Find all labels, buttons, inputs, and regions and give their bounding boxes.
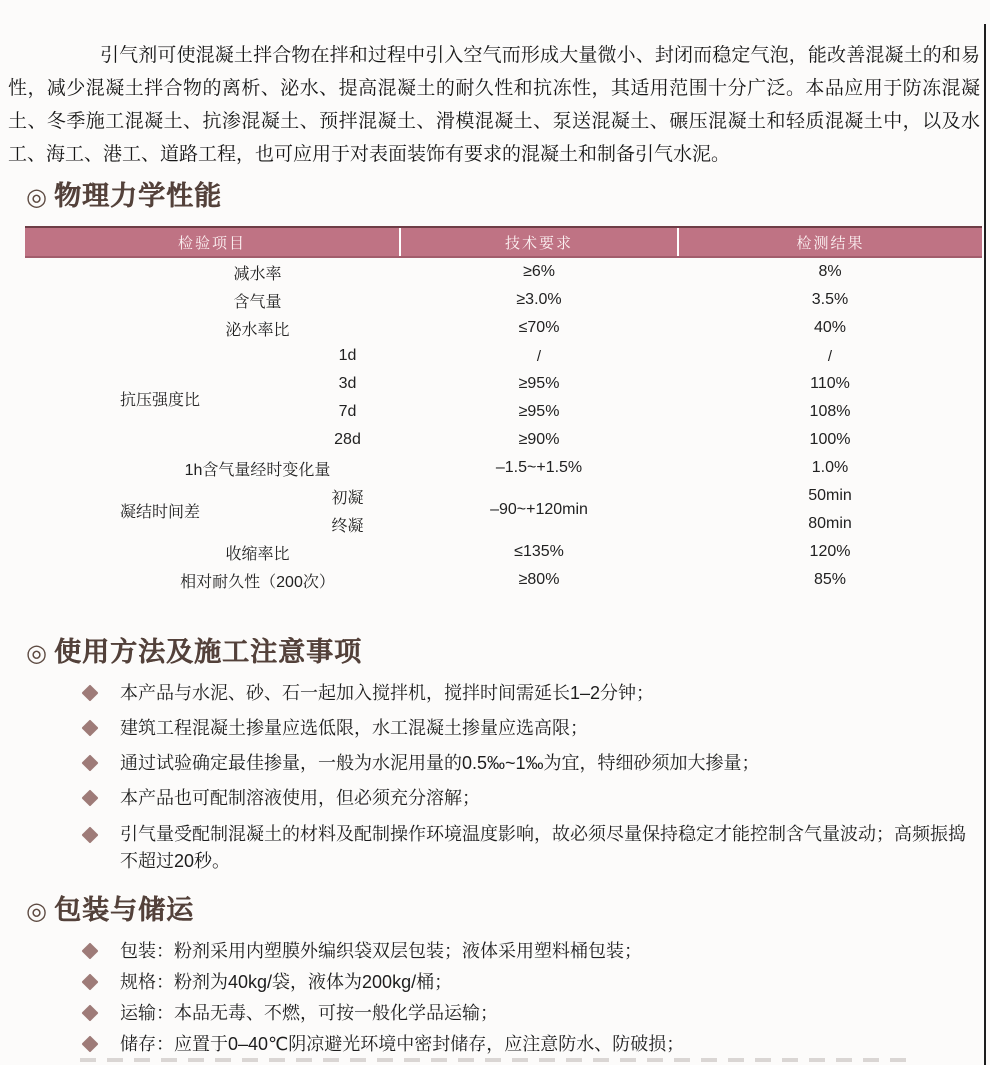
cell-requirement: ≥3.0% — [516, 291, 562, 308]
diamond-bullet-icon — [82, 1005, 99, 1022]
cell-result: 1.0% — [811, 459, 849, 476]
section-heading-usage — [26, 630, 362, 669]
list-item-text: 本产品与水泥、砂、石一起加入搅拌机，搅拌时间需延长1–2分钟； — [120, 683, 655, 703]
col-header-result: 检测结果 — [678, 227, 982, 257]
table-row — [25, 454, 982, 482]
spec-table — [25, 226, 982, 594]
cell-result: 40% — [814, 319, 847, 336]
table-row — [25, 257, 982, 286]
intro-paragraph: 引气剂可使混凝土拌合物在拌和过程中引入空气而形成大量微小、封闭而稳定气泡，能改善混凝土的和易性，减少混凝土拌合物的离析、泌水、提高混凝土的耐久性和抗冻性，其适用范围十分广泛。本品应用于防冻混凝土、冬季施工混凝土、抗渗混凝土、预拌混凝土、滑模混凝土、泵送混凝土、碾压混凝土和轻质混凝土中，以及水工、海工、港工、道路工程，也可应用于对表面装饰有要求的混凝土和制备引气水泥。 — [8, 45, 980, 165]
table-row — [25, 314, 982, 342]
list-item — [82, 998, 970, 1029]
cell-group-label: 凝结时间差 — [119, 503, 200, 521]
diamond-bullet-icon — [82, 685, 99, 702]
cell-requirement: –1.5~+1.5% — [495, 459, 583, 476]
list-item — [82, 816, 970, 875]
section-heading-physical — [26, 174, 222, 213]
cell-requirement: ≥90% — [518, 431, 560, 448]
bullseye-icon: ◎ — [26, 898, 48, 925]
cell-age: 7d — [338, 403, 357, 420]
list-item — [82, 967, 970, 998]
list-item — [82, 1029, 970, 1060]
cell-requirement: ≤135% — [514, 543, 564, 560]
list-item — [82, 936, 970, 967]
cell-result: 120% — [809, 543, 851, 560]
cell-requirement: –90~+120min — [490, 501, 588, 518]
list-item-text: 本产品也可配制溶液使用，但必须充分溶解； — [120, 788, 480, 808]
cell-group-label: 抗压强度比 — [119, 391, 200, 409]
cell-result: 50min — [808, 487, 852, 504]
cell-requirement: ≤70% — [518, 319, 560, 336]
list-item — [82, 746, 970, 781]
section-title: 物理力学性能 — [53, 181, 222, 211]
cell-requirement: ≥95% — [518, 375, 560, 392]
page-edge-scan-line — [984, 24, 986, 1065]
cell-result: 100% — [809, 431, 851, 448]
packaging-bullet-list — [82, 936, 970, 1060]
cell-requirement: ≥6% — [523, 263, 555, 280]
cell-result: / — [827, 347, 833, 365]
list-item — [82, 781, 970, 816]
cell-requirement: ≥80% — [518, 571, 560, 588]
cutoff-next-line-artifact — [80, 1058, 910, 1062]
list-item-text: 建筑工程混凝土掺量应选低限，水工混凝土掺量应选高限； — [120, 718, 588, 738]
col-header-requirement: 技术要求 — [400, 227, 678, 257]
cell-item: 泌水率比 — [225, 321, 290, 339]
cell-requirement: / — [536, 347, 542, 365]
list-item-text: 引气量受配制混凝土的材料及配制操作环境温度影响，故必须尽量保持稳定才能控制含气量波动；高频振捣不超过20秒。 — [120, 824, 966, 871]
table-row — [25, 538, 982, 566]
section-title: 包装与储运 — [53, 895, 194, 925]
cell-result: 85% — [814, 571, 847, 588]
cell-item: 含气量 — [233, 293, 282, 311]
cell-result: 8% — [818, 263, 842, 280]
col-header-item: 检验项目 — [25, 227, 400, 257]
cell-result: 80min — [808, 515, 852, 532]
cell-requirement: ≥95% — [518, 403, 560, 420]
cell-stage: 终凝 — [331, 517, 364, 535]
diamond-bullet-icon — [82, 974, 99, 991]
bullseye-icon: ◎ — [26, 184, 48, 211]
section-heading-packaging — [26, 888, 194, 927]
diamond-bullet-icon — [82, 755, 99, 772]
list-item — [82, 676, 970, 711]
section-title: 使用方法及施工注意事项 — [53, 637, 362, 667]
table-row — [25, 342, 982, 370]
table-row — [25, 286, 982, 314]
cell-age: 3d — [338, 375, 357, 392]
usage-bullet-list — [82, 676, 970, 875]
list-item-text: 包装：粉剂采用内塑膜外编织袋双层包装；液体采用塑料桶包装； — [120, 941, 642, 961]
cell-age: 1d — [338, 347, 357, 364]
cell-result: 110% — [810, 375, 850, 392]
cell-item: 1h含气量经时变化量 — [184, 461, 331, 479]
cell-age: 28d — [334, 431, 361, 448]
diamond-bullet-icon — [82, 827, 99, 844]
cell-result: 3.5% — [811, 291, 849, 308]
list-item-text: 运输：本品无毒、不燃，可按一般化学品运输； — [120, 1003, 498, 1023]
diamond-bullet-icon — [82, 720, 99, 737]
table-row — [25, 566, 982, 594]
cell-item: 减水率 — [233, 265, 282, 283]
bullseye-icon: ◎ — [26, 640, 48, 667]
cell-item: 收缩率比 — [225, 545, 290, 563]
cell-result: 108% — [809, 403, 851, 420]
diamond-bullet-icon — [82, 1036, 99, 1053]
table-row — [25, 482, 982, 510]
diamond-bullet-icon — [82, 790, 99, 807]
list-item — [82, 711, 970, 746]
list-item-text: 规格：粉剂为40kg/袋，液体为200kg/桶； — [120, 972, 453, 992]
table-header-row — [25, 227, 982, 257]
diamond-bullet-icon — [82, 943, 99, 960]
list-item-text: 储存：应置于0–40℃阴凉避光环境中密封储存，应注意防水、防破损； — [120, 1034, 685, 1054]
cell-stage: 初凝 — [331, 489, 364, 507]
cell-item: 相对耐久性（200次） — [180, 573, 335, 591]
list-item-text: 通过试验确定最佳掺量，一般为水泥用量的0.5‰~1‰为宜，特细砂须加大掺量； — [120, 753, 760, 773]
